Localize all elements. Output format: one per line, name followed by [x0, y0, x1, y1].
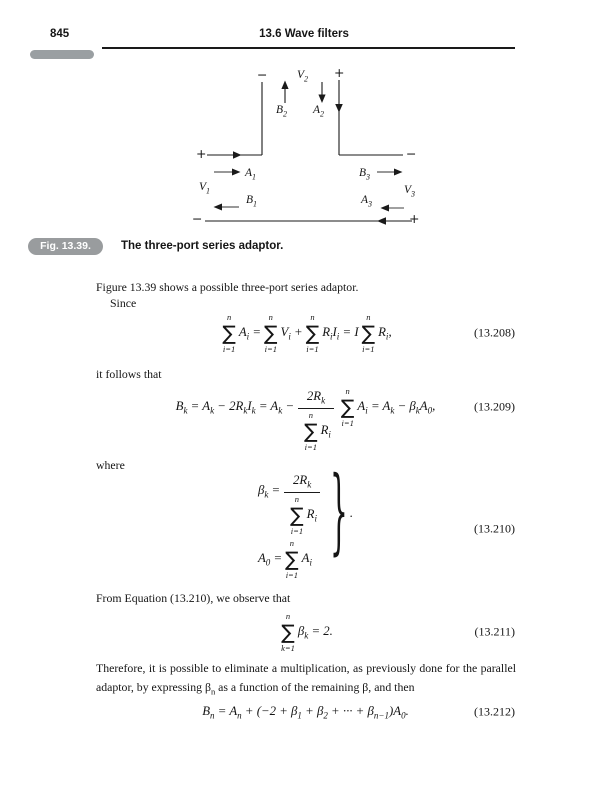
minus-sign-bottom-left: − [192, 211, 203, 226]
equation-body [278, 611, 333, 653]
sigma-icon: ∑ [290, 503, 304, 528]
sigma-icon: ∑ [304, 419, 318, 444]
summation-symbol: n ∑ i=1 [340, 386, 355, 428]
minus-sign-port3: − [406, 146, 417, 161]
label-a2: $A_2$ [313, 104, 325, 119]
summation-symbol: n ∑ i=1 [304, 410, 318, 453]
equation-number: (13.208) [474, 325, 515, 340]
figure-caption-text: The three-port series adaptor. [121, 240, 284, 252]
summation-symbol: n ∑ i=1 [285, 538, 299, 581]
sigma-icon: ∑ [222, 321, 236, 345]
math-run: $R_i$ [320, 423, 331, 440]
plus-sign-bottom-right: + [409, 211, 420, 226]
fraction: $2R_k$ n ∑ i=1 $R_i$ [298, 388, 334, 453]
paragraph-therefore: Therefore, it is possible to eliminate a multiplication, as previously done for the parallel adaptor, by expressing $\beta_n$ as a function of the remaining β, and then [96, 661, 516, 697]
sigma-icon: ∑ [264, 321, 278, 345]
section-title: 13.6 Wave filters [259, 28, 349, 40]
plus-sign-port1: + [196, 146, 207, 161]
equation-13-212 [96, 701, 515, 723]
math-run: $B_k = A_k - 2R_kI_k = A_k$ − [175, 398, 295, 416]
equation-13-209 [96, 364, 515, 453]
equation-number: (13.209) [474, 399, 515, 414]
label-a3: $A_3$ [361, 194, 373, 209]
math-run: $A_0$ = [257, 551, 283, 568]
summation-symbol: n ∑ i=1 [361, 312, 376, 354]
figure-caption-label: Fig. 13.39. [28, 238, 103, 255]
fraction: $2R_k$ n ∑ i=1 $R_i$ [284, 472, 320, 537]
sigma-icon: ∑ [285, 547, 299, 572]
math-run: $V_i$ + [280, 324, 303, 342]
header-rule [102, 47, 515, 49]
equation-body [258, 446, 353, 581]
sigma-icon: ∑ [340, 395, 355, 419]
math-run: $B_n = A_n + (-2 + \beta_1 + \beta_2$ + ··· + $\beta_{n-1})A_0$. [202, 703, 409, 721]
label-b1: $B_1$ [246, 194, 258, 209]
label-a1: $A_1$ [245, 167, 257, 182]
equation-number: (13.210) [474, 521, 515, 536]
math-run: $A_i = A_k - \beta_kA_0$, [357, 398, 436, 416]
math-run: $A_i$ [301, 551, 312, 568]
equation-stack [258, 446, 324, 581]
paragraph-intro: Figure 13.39 shows a possible three-port series adaptor. [96, 280, 359, 294]
label-v2: $V_2$ [297, 69, 309, 84]
equation-number: (13.212) [474, 704, 515, 719]
equation-13-210 [96, 448, 515, 581]
label-v3: $V_3$ [404, 184, 416, 199]
label-b2: $B_2$ [276, 104, 288, 119]
page-number: 845 [50, 28, 70, 40]
equation-number: (13.211) [474, 624, 515, 639]
equation-body [219, 312, 391, 354]
summation-symbol: n ∑ i=1 [305, 312, 320, 354]
label-b3: $B_3$ [359, 167, 371, 182]
equation-body [202, 704, 409, 721]
summation-symbol: n ∑ i=1 [264, 312, 278, 354]
math-run: $R_i$, [378, 324, 392, 342]
margin-marker [30, 50, 94, 59]
summation-symbol: n ∑ i=1 [222, 312, 236, 354]
equation-13-211 [96, 610, 515, 654]
paragraph-follows: it follows that [96, 367, 162, 381]
three-port-series-adaptor-diagram [190, 60, 430, 230]
sigma-icon: ∑ [305, 321, 320, 345]
math-run: $A_i$ = [238, 324, 262, 342]
math-run: $R_iI_i = I$ [322, 324, 359, 342]
math-run: . [349, 505, 354, 520]
summation-symbol: n ∑ k=1 [281, 611, 295, 653]
math-run: $\beta_k$ = [257, 482, 281, 500]
right-brace: } [330, 456, 348, 566]
equation-13-208 [96, 310, 515, 356]
plus-sign-top-right: + [334, 65, 345, 80]
sigma-icon: ∑ [361, 321, 376, 345]
equation-body [176, 362, 436, 453]
summation-symbol: n ∑ i=1 [290, 494, 304, 537]
minus-sign-top-left: − [257, 67, 268, 82]
label-v1: $V_1$ [199, 181, 211, 196]
sigma-icon: ∑ [281, 620, 295, 644]
paragraph-since: Since [110, 296, 137, 310]
math-run: $R_i$ [306, 507, 317, 524]
paragraph-observe: From Equation (13.210), we observe that [96, 591, 291, 605]
math-run: $\beta_k = 2$. [297, 623, 333, 641]
paragraph-where: where [96, 458, 125, 472]
